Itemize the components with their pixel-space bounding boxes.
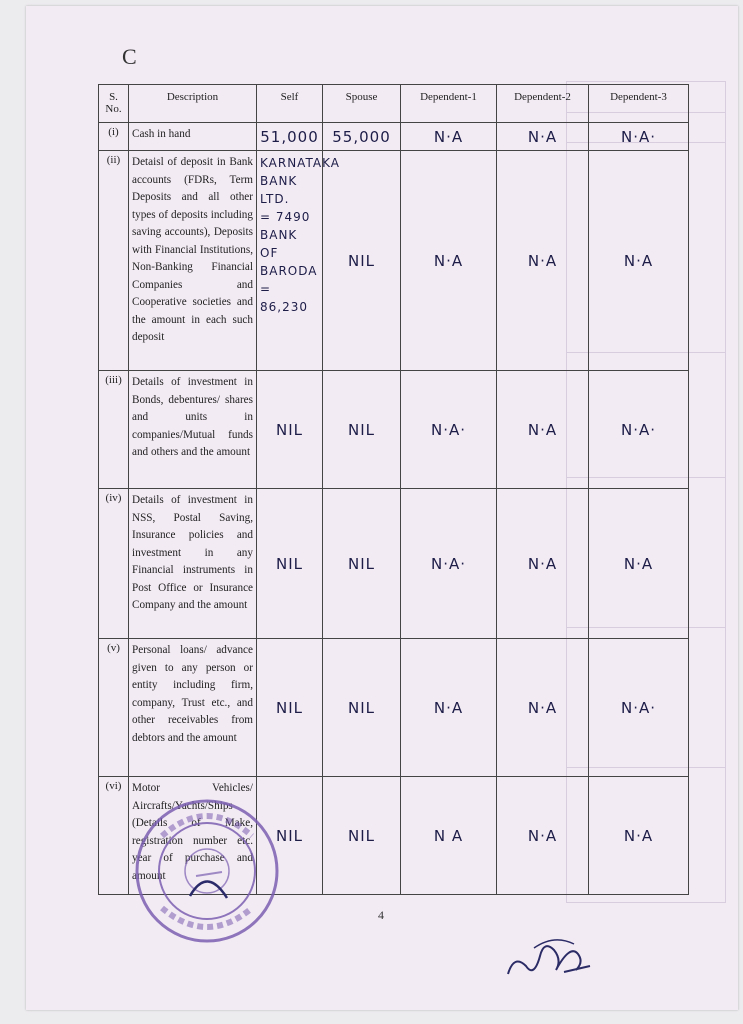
self-bank-1: KARNATAKA bbox=[260, 156, 340, 170]
row-sno: (vi) bbox=[99, 777, 129, 895]
header-self: Self bbox=[257, 85, 323, 123]
cell-self: KARNATAKA BANK LTD. = 7490 BANK OF BARODA = 86,230 bbox=[257, 151, 323, 371]
cell-self: NIL bbox=[257, 639, 323, 777]
header-dependent-3: Dependent-3 bbox=[589, 85, 689, 123]
cell-dependent-3: N·A· bbox=[589, 371, 689, 489]
cell-dependent-3: N·A bbox=[589, 489, 689, 639]
notary-stamp bbox=[132, 796, 282, 946]
row-description: Motor Vehicles/ Aircrafts/Yachts/Ships (Details of Make, registration number etc. year of purchase and amount bbox=[129, 777, 257, 895]
cell-self: NIL bbox=[257, 777, 323, 895]
table-row bbox=[99, 371, 689, 489]
table-row bbox=[99, 151, 689, 371]
header-sno: S. No. bbox=[99, 85, 129, 123]
table-row bbox=[99, 489, 689, 639]
cell-dependent-2: N·A bbox=[497, 489, 589, 639]
cell-spouse: 55,000 bbox=[323, 123, 401, 151]
row-sno: (iv) bbox=[99, 489, 129, 639]
self-bank-2: BANK OF bbox=[260, 228, 298, 260]
row-description: Details of investment in Bonds, debentures/ shares and units in companies/Mutual funds and others and the amount bbox=[129, 371, 257, 489]
self-amount-2: = 86,230 bbox=[260, 282, 308, 314]
cell-dependent-3: N·A· bbox=[589, 123, 689, 151]
table-row bbox=[99, 639, 689, 777]
cell-dependent-1: N·A bbox=[401, 639, 497, 777]
cell-dependent-1: N·A· bbox=[401, 371, 497, 489]
header-dependent-2: Dependent-2 bbox=[497, 85, 589, 123]
corner-mark: C bbox=[122, 44, 137, 69]
row-description: Detaisl of deposit in Bank accounts (FDRs, Term Deposits and all other types of deposits including saving accounts), Deposits with Financial Institutions, Non-Banking Financial Companies and Cooperative societies and the amount in each such deposit bbox=[129, 151, 257, 371]
cell-dependent-2: N·A bbox=[497, 371, 589, 489]
cell-dependent-3: N·A bbox=[589, 777, 689, 895]
cell-spouse: NIL bbox=[323, 777, 401, 895]
cell-dependent-2: N·A bbox=[497, 151, 589, 371]
cell-dependent-2: N·A bbox=[497, 777, 589, 895]
row-sno: (iii) bbox=[99, 371, 129, 489]
cell-dependent-1: N·A bbox=[401, 123, 497, 151]
cell-spouse: NIL bbox=[323, 151, 401, 371]
assets-table bbox=[98, 84, 689, 895]
cell-self: NIL bbox=[257, 371, 323, 489]
cell-spouse: NIL bbox=[323, 489, 401, 639]
cell-dependent-2: N·A bbox=[497, 639, 589, 777]
row-description: Cash in hand bbox=[129, 123, 257, 151]
document-page bbox=[26, 6, 738, 1010]
cell-dependent-1: N·A· bbox=[401, 489, 497, 639]
cell-self: NIL bbox=[257, 489, 323, 639]
cell-dependent-3: N·A· bbox=[589, 639, 689, 777]
row-sno: (i) bbox=[99, 123, 129, 151]
header-dependent-1: Dependent-1 bbox=[401, 85, 497, 123]
cell-dependent-3: N·A bbox=[589, 151, 689, 371]
signature bbox=[504, 926, 594, 986]
self-amount-1: = 7490 bbox=[260, 210, 311, 224]
cell-self: 51,000 bbox=[257, 123, 323, 151]
page-number: 4 bbox=[378, 908, 384, 922]
row-sno: (ii) bbox=[99, 151, 129, 371]
header-description: Description bbox=[129, 85, 257, 123]
row-sno: (v) bbox=[99, 639, 129, 777]
table-row bbox=[99, 123, 689, 151]
cell-spouse: NIL bbox=[323, 639, 401, 777]
row-description: Details of investment in NSS, Postal Saving, Insurance policies and investment in any Financial instruments in Post Office or Insurance Company and the amount bbox=[129, 489, 257, 639]
cell-spouse: NIL bbox=[323, 371, 401, 489]
header-spouse: Spouse bbox=[323, 85, 401, 123]
cell-dependent-1: N A bbox=[401, 777, 497, 895]
cell-dependent-1: N·A bbox=[401, 151, 497, 371]
cell-dependent-2: N·A bbox=[497, 123, 589, 151]
row-description: Personal loans/ advance given to any person or entity including firm, company, Trust etc., and other receivables from debtors and the amount bbox=[129, 639, 257, 777]
table-header-row bbox=[99, 85, 689, 123]
